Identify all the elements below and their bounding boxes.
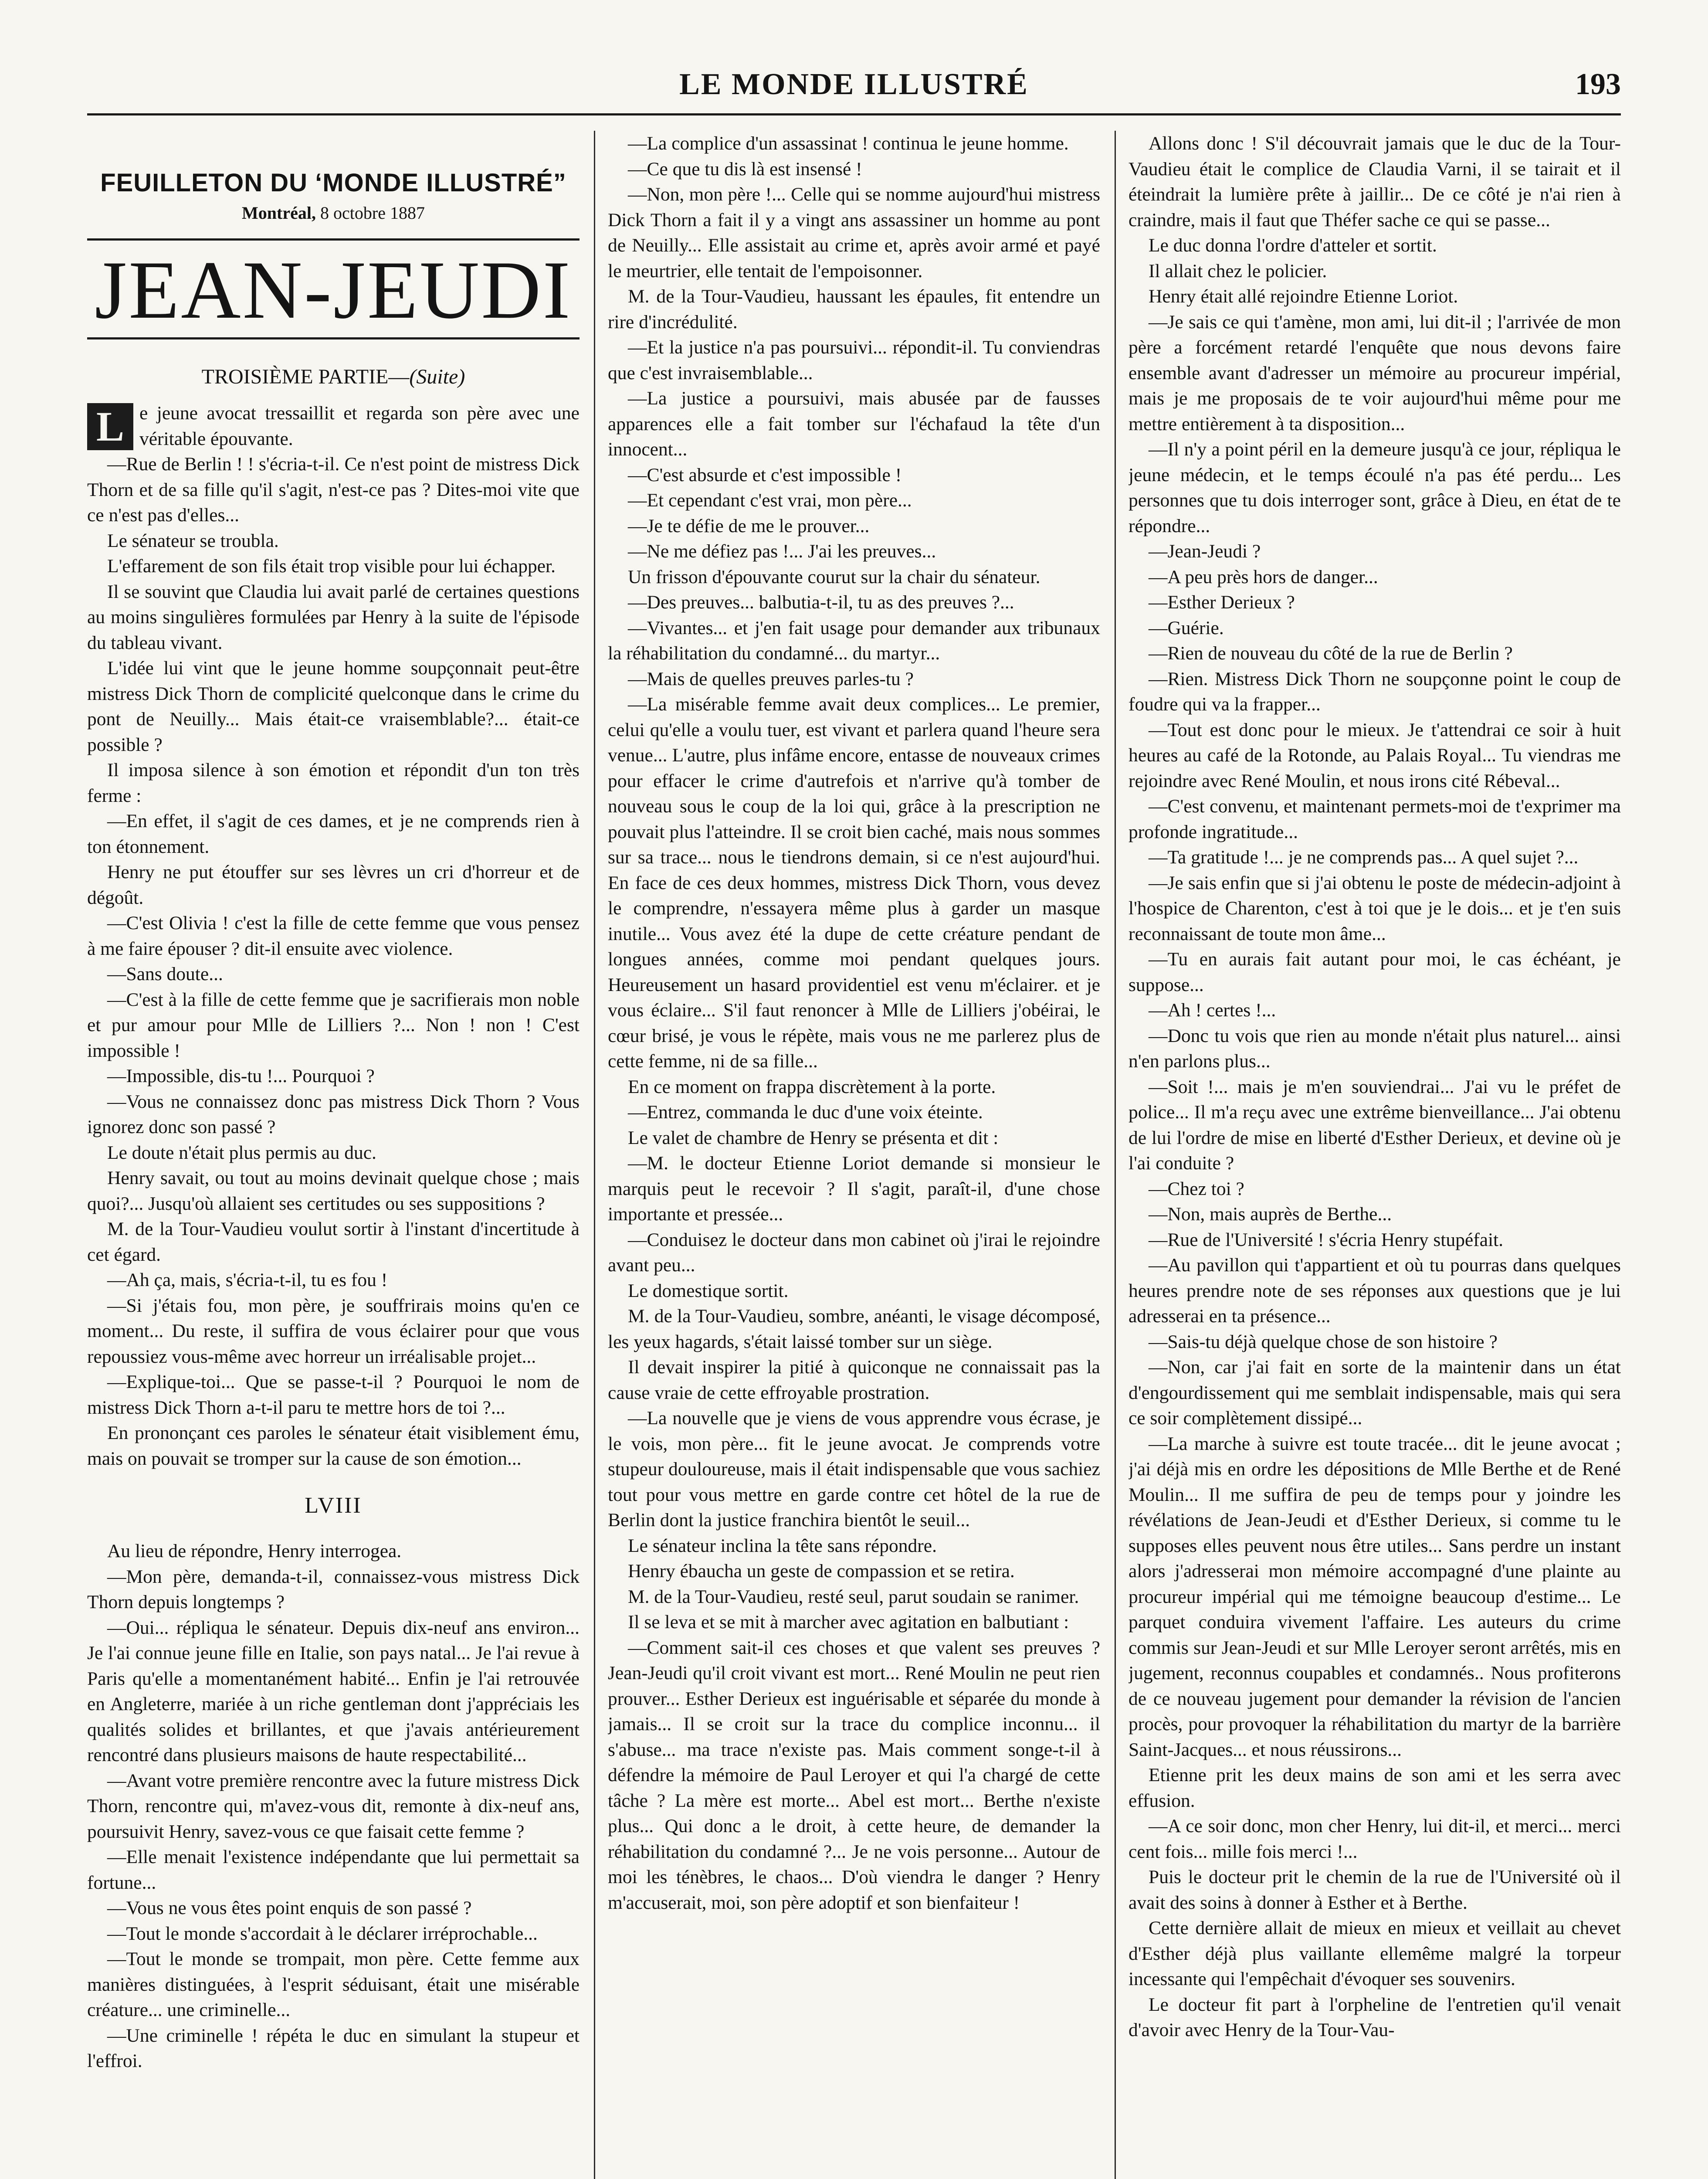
paragraph: —Et cependant c'est vrai, mon père... [628,490,912,511]
page-number: 193 [1575,68,1621,101]
paragraph: L'effarement de son fils était trop visible pour lui échapper. [107,556,556,577]
paragraph: —Impossible, dis-tu !... Pourquoi ? [107,1066,375,1086]
paragraph: —C'est à la fille de cette femme que je sacrifierais mon noble et pur amour pour Mlle de Lilliers ?... Non ! non ! C'est impossible ! [87,989,580,1061]
journal-title: LE MONDE ILLUSTRÉ [679,68,1029,101]
paragraph: —Des preuves... balbutia-t-il, tu as des preuves ?... [628,592,1014,613]
paragraph: —Jean-Jeudi ? [1149,541,1261,562]
paragraph: Il se leva et se mit à marcher avec agitation en balbutiant : [628,1612,1069,1633]
novel-title: JEAN-JEUDI [87,238,580,339]
paragraph: Il devait inspirer la pitié à quiconque ne connaissait pas la cause vraie de cette effroyable prostration. [608,1357,1100,1403]
paragraph: —Tout le monde s'accordait à le déclarer irréprochable... [107,1923,538,1944]
paragraph: Puis le docteur prit le chemin de la rue de l'Université où il avait des soins à donner à Esther et à Berthe. [1128,1867,1621,1913]
paragraph: Le domestique sortit. [628,1280,789,1301]
paragraph: —Explique-toi... Que se passe-t-il ? Pourquoi le nom de mistress Dick Thorn a-t-il paru te mettre hors de toi ?... [87,1371,580,1418]
paragraph: M. de la Tour-Vaudieu voulut sortir à l'instant d'incertitude à cet égard. [87,1218,580,1265]
paragraph: —Ne me défiez pas !... J'ai les preuves... [628,541,936,562]
paragraph: —Rue de Berlin ! ! s'écria-t-il. Ce n'est point de mistress Dick Thorn et de sa fille qu'il s'agit, n'est-ce pas ? Dites-moi vite que ce n'est pas d'elles... [87,454,580,526]
paragraph: L'idée lui vint que le jeune homme soupçonnait peut-être mistress Dick Thorn de complicité quelconque dans le crime du pont de Neuilly... Mais était-ce vraisemblable?... était-ce possible ? [87,658,580,755]
paragraph: —Je te défie de me le prouver... [628,515,870,536]
part-label: TROISIÈME PARTIE— [201,365,410,388]
paragraph: —Entrez, commanda le duc d'une voix éteinte. [628,1102,983,1123]
paragraph: —La nouvelle que je viens de vous apprendre vous écrase, je le vois, mon père... fit le jeune avocat. Je comprends votre stupeur douloureuse, mais il était indispensable que vous sachiez tout pour vous mettre en garde contre cet hôtel de la rue de Berlin dont la justice franchira bientôt le seuil... [608,1408,1100,1531]
paragraph: —Comment sait-il ces choses et que valent ses preuves ? Jean-Jeudi qu'il croit vivant est mort... René Moulin ne peut rien prouver... Esther Derieux est inguérisable et séparée du monde à jamais... Il se croit sur la trace du complice inconnu... il s'abuse... ma trace n'existe pas. Mais comment songe-t-il à défendre la mémoire de Paul Leroyer et qui l'a chargé de cette tâche ? La mère est morte... Abel est mort... Berthe n'existe plus... Qui donc a le droit, à cette heure, de demander la réhabilitation du condamné ?... Je ne vois personne... Autour de moi les ténèbres, le chaos... D'où viendra le danger ? Henry m'accuserait, moi, son père adoptif et son bienfaiteur ! [608,1637,1100,1913]
paragraph: En ce moment on frappa discrètement à la porte. [628,1076,996,1097]
paragraph: —Vous ne vous êtes point enquis de son passé ? [107,1897,472,1918]
paragraph: —A ce soir donc, mon cher Henry, lui dit-il, et merci... merci cent fois... mille fois merci !... [1128,1816,1621,1862]
paragraph: —Esther Derieux ? [1149,592,1295,613]
paragraph: Le doute n'était plus permis au duc. [107,1142,376,1163]
paragraph: Le duc donna l'ordre d'atteler et sortit. [1149,235,1437,256]
paragraph: Le sénateur inclina la tête sans répondre. [628,1535,937,1556]
dateline-date: 8 octobre 1887 [316,203,425,223]
col1-chapter-text [87,1538,580,2074]
paragraph: Au lieu de répondre, Henry interrogea. [107,1541,402,1561]
paragraph: —Non, mais auprès de Berthe... [1149,1204,1392,1225]
chapter-heading: LVIII [305,1493,362,1518]
col1-intro-text [87,401,580,1471]
paragraph: —Oui... répliqua le sénateur. Depuis dix-neuf ans environ... Je l'ai connue jeune fille en Italie, son pays natal... Je l'ai revue à Paris qu'elle a momentanément habité... Enfin je l'ai retrouvée en Angleterre, mariée à un riche gentleman dont j'appréciais les qualités solides et brillantes, et que j'avais antérieurement rencontré dans plusieurs maisons de haute respectabilité... [87,1617,580,1765]
paragraph: En prononçant ces paroles le sénateur était visiblement ému, mais on pouvait se tromper sur la cause de son émotion... [87,1422,580,1469]
paragraph: M. de la Tour-Vaudieu, resté seul, parut soudain se ranimer. [628,1586,1079,1607]
paragraph: —Mais de quelles preuves parles-tu ? [628,668,914,689]
paragraph: —C'est absurde et c'est impossible ! [628,464,902,485]
part-suffix: (Suite) [409,365,465,388]
paragraph: —Guérie. [1149,617,1224,638]
paragraph: Le docteur fit part à l'orpheline de l'entretien qu'il venait d'avoir avec Henry de la Tour-Vau- [1128,1994,1621,2040]
column-rule-1 [594,131,595,2179]
paragraph: M. de la Tour-Vaudieu, sombre, anéanti, le visage décomposé, les yeux hagards, s'était laissé tomber sur un siège. [608,1306,1100,1352]
paragraph: Il imposa silence à son émotion et répondit d'un ton très ferme : [87,760,580,806]
paragraph: —Ta gratitude !... je ne comprends pas... A quel sujet ?... [1149,847,1579,868]
paragraph: —Avant votre première rencontre avec la future mistress Dick Thorn, rencontre qui, m'avez-vous dit, remonte à dix-neuf ans, poursuivit Henry, savez-vous ce que faisait cette femme ? [87,1770,580,1842]
paragraph: —Rien. Mistress Dick Thorn ne soupçonne point le coup de foudre qui va la frapper... [1128,668,1621,715]
paragraph: —La complice d'un assassinat ! continua le jeune homme. [628,133,1069,154]
paragraph: —Non, car j'ai fait en sorte de la maintenir dans un état d'engourdissement qui me semblait indispensable, mais qui sera ce soir complètement dissipé... [1128,1357,1621,1429]
paragraph [87,401,580,451]
paragraph: —Une criminelle ! répéta le duc en simulant la stupeur et l'effroi. [87,2025,580,2071]
paragraph: —Tu en aurais fait autant pour moi, le cas échéant, je suppose... [1128,949,1621,995]
paragraph: —Rue de l'Université ! s'écria Henry stupéfait. [1149,1229,1504,1250]
dateline-place: Montréal, [242,203,316,223]
paragraph: —Ce que tu dis là est insensé ! [628,158,862,180]
column-3 [1128,131,1621,2179]
paragraph: —Et la justice n'a pas poursuivi... répondit-il. Tu conviendras que c'est invraisemblable... [608,337,1100,384]
paragraph: Il se souvint que Claudia lui avait parlé de certaines questions au moins singulières formulées par Henry à la suite de l'épisode du tableau vivant. [87,581,580,653]
paragraph: —C'est Olivia ! c'est la fille de cette femme que vous pensez à me faire épouser ? dit-il ensuite avec violence. [87,913,580,959]
column-1 [87,131,580,2179]
paragraph: —Chez toi ? [1149,1178,1244,1199]
paragraph: —Tout le monde se trompait, mon père. Cette femme aux manières distinguées, à l'esprit séduisant, était une misérable créature... une criminelle... [87,1948,580,2020]
paragraph: Le sénateur se troubla. [107,530,279,551]
paragraph: Henry ne put étouffer sur ses lèvres un cri d'horreur et de dégoût. [87,862,580,908]
paragraph: —Non, mon père !... Celle qui se nomme aujourd'hui mistress Dick Thorn a fait il y a vingt ans assassiner un homme au pont de Neuilly... Elle assistait au crime et, après avoir armé et payé le meurtrier, elle tentait de l'empoisonner. [608,184,1100,282]
column-2 [608,131,1100,2179]
paragraph: —Ah ça, mais, s'écria-t-il, tu es fou ! [107,1269,388,1290]
paragraph: —Conduisez le docteur dans mon cabinet où j'irai le rejoindre avant peu... [608,1229,1100,1276]
paragraph: Cette dernière allait de mieux en mieux et veillait au chevet d'Esther déjà plus vaillante ellemême malgré la torpeur incessante qui l'empêchait d'évoquer ses souvenirs. [1128,1918,1621,1989]
paragraph: —M. le docteur Etienne Loriot demande si monsieur le marquis peut le recevoir ? Il s'agit, paraît-il, d'une chose importante et pressée... [608,1153,1100,1225]
paragraph: —Je sais ce qui t'amène, mon ami, lui dit-il ; l'arrivée de mon père a forcément retardé l'enquête que nous devons faire ensemble avant d'adresser un mémoire au procureur impérial, mais je me proposais de te voir aujourd'hui même pour me mettre entièrement à ta disposition... [1128,311,1621,434]
paragraph: Le valet de chambre de Henry se présenta et dit : [628,1127,999,1148]
paragraph: Un frisson d'épouvante courut sur la chair du sénateur. [628,566,1040,587]
paragraph: —A peu près hors de danger... [1149,566,1378,587]
dateline [87,203,580,224]
paragraph: —Vivantes... et j'en fait usage pour demander aux tribunaux la réhabilitation du condamné... du martyr... [608,617,1100,664]
paragraph: —Il n'y a point péril en la demeure jusqu'à ce jour, répliqua le jeune médecin, et le temps écoulé n'a pas été perdu... Les personnes que tu dois interroger sont, grâce à Dieu, en état de te répondre... [1128,439,1621,536]
paragraph: —Vous ne connaissez donc pas mistress Dick Thorn ? Vous ignorez donc son passé ? [87,1091,580,1137]
paragraph: —Soit !... mais je m'en souviendrai... J'ai vu le préfet de police... Il m'a reçu avec une extrême bienveillance... J'ai obtenu de lui l'ordre de mise en liberté d'Esther Derieux, et devine où je l'ai conduite ? [1128,1076,1621,1174]
paragraph: M. de la Tour-Vaudieu, haussant les épaules, fit entendre un rire d'incrédulité. [608,286,1100,333]
paragraph: —C'est convenu, et maintenant permets-moi de t'exprimer ma profonde ingratitude... [1128,796,1621,842]
paragraph: —En effet, il s'agit de ces dames, et je ne comprends rien à ton étonnement. [87,811,580,857]
paragraph: Henry savait, ou tout au moins devinait quelque chose ; mais quoi?... Jusqu'où allaient ses certitudes ou ses suppositions ? [87,1168,580,1214]
paragraph: Il allait chez le policier. [1149,260,1327,282]
paragraph: —La justice a poursuivi, mais abusée par de fausses apparences elle a fait tomber sur l'échafaud la tête d'un innocent... [608,388,1100,460]
paragraph: Henry était allé rejoindre Etienne Loriot. [1149,286,1458,307]
paragraph: Allons donc ! S'il découvrait jamais que le duc de la Tour-Vaudieu était le complice de Claudia Varni, il se tairait et il éteindrait la lumière prête à jaillir... De ce côté je n'ai rien à craindre, mais il faut que Théfer sache ce qui se passe... [1128,133,1621,231]
paragraph: —Tout est donc pour le mieux. Je t'attendrai ce soir à huit heures au café de la Rotonde, au Palais Royal... Tu viendras me rejoindre avec René Moulin, et nous irons cité Rébeval... [1128,719,1621,791]
paragraph: —Je sais enfin que si j'ai obtenu le poste de médecin-adjoint à l'hospice de Charenton, c'est à toi que je le dois... et je t'en suis reconnaissant de toute mon âme... [1128,872,1621,944]
paragraph: Henry ébaucha un geste de compassion et se retira. [628,1561,1015,1582]
paragraph: Etienne prit les deux mains de son ami et les serra avec effusion. [1128,1765,1621,1811]
drop-cap: L [87,403,133,450]
paragraph: —Si j'étais fou, mon père, je souffrirais moins qu'en ce moment... Du reste, il suffira de vous éclairer pour que vous repoussiez vous-même avec horreur un irréalisable projet... [87,1295,580,1367]
paragraph: —Donc tu vois que rien au monde n'était plus naturel... ainsi n'en parlons plus... [1128,1025,1621,1072]
paragraph: —Mon père, demanda-t-il, connaissez-vous mistress Dick Thorn depuis longtemps ? [87,1566,580,1612]
paragraph: —Sais-tu déjà quelque chose de son histoire ? [1149,1331,1498,1352]
paragraph: —Sans doute... [107,964,223,984]
paragraph-text: e jeune avocat tressaillit et regarda son père avec une véritable épouvante. [139,403,580,449]
paragraph: —Ah ! certes !... [1149,1000,1276,1021]
paragraph: —Au pavillon qui t'appartient et où tu pourras dans quelques heures prendre note de ses réponses aux questions que je lui adresserai en ta présence... [1128,1255,1621,1327]
paragraph: —La misérable femme avait deux complices... Le premier, celui qu'elle a voulu tuer, est vivant et parlera quand l'heure sera venue... L'autre, plus infâme encore, entasse de nouveaux crimes pour effacer le crime d'autrefois et n'arrive qu'à tomber de nouveau sous le coup de la loi qui, grâce à la prescription ne pouvait plus l'atteindre. Il se croit bien caché, mais nous sommes sur sa trace... nous le tiendrons demain, si ce n'est aujourd'hui. En face de ces deux hommes, mistress Dick Thorn, vous devez le comprendre, n'essayera même plus à garder un masque inutile... Vous avez été la dupe de cette créature pendant de longues années, comme moi pendant quelques jours. Heureusement un hasard providentiel est venu m'éclairer. et je vous éclaire... S'il faut renoncer à Mlle de Lilliers j'obéirai, le cœur brisé, je vous le répète, mais vous ne me parlerez plus de cette femme, ni de sa fille... [608,694,1100,1072]
feuilleton-banner: FEUILLETON DU ‘MONDE ILLUSTRÉ” [100,169,566,197]
paragraph: —La marche à suivre est toute tracée... dit le jeune avocat ; j'ai déjà mis en ordre les dépositions de Mlle Berthe et de René Moulin... Il me suffira de peu de temps pour y joindre les révélations de Jean-Jeudi et d'Esther Derieux, si comme tu le supposes elles peuvent nous être utiles... Sans perdre un instant alors j'adresserai mon mémoire accompagné d'une plainte au procureur impérial qui me témoigne beaucoup d'estime... Le parquet conduira vivement l'affaire. Les auteurs du crime commis sur Jean-Jeudi et sur Mlle Leroyer seront arrêtés, mis en jugement, reconnus coupables et condamnés.. Nous profiterons de ce nouveau jugement pour demander la révision de l'ancien procès, pour provoquer la réhabilitation du martyr de la barrière Saint-Jacques... et nous réussirons... [1128,1433,1621,1760]
part-heading [87,363,580,391]
column-rule-2 [1115,131,1116,2179]
paragraph: —Rien de nouveau du côté de la rue de Berlin ? [1149,643,1513,664]
paragraph: —Elle menait l'existence indépendante que lui permettait sa fortune... [87,1846,580,1893]
page-header [87,65,1621,115]
